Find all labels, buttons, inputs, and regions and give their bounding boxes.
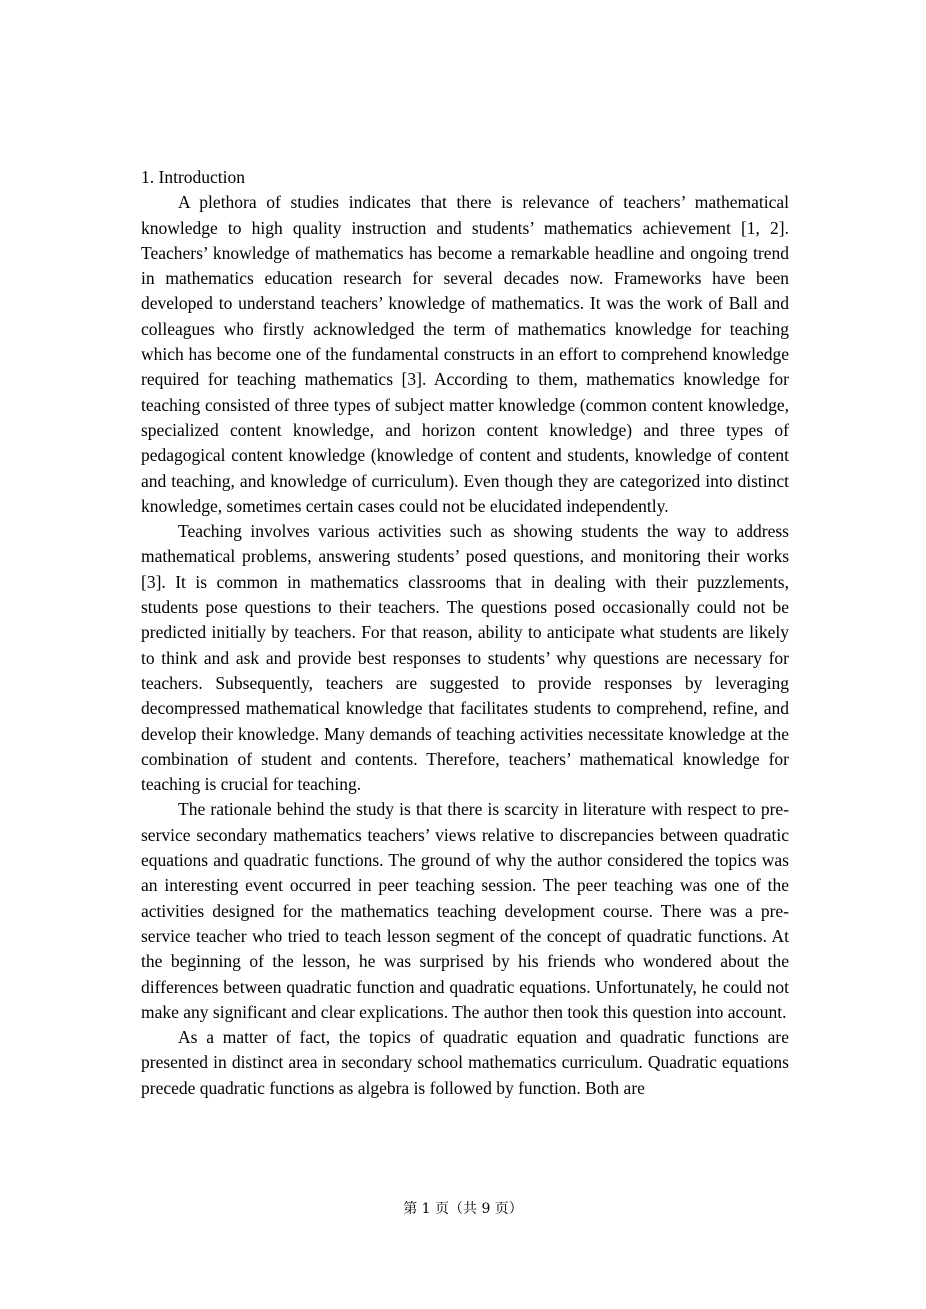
paragraph-3: The rationale behind the study is that there is scarcity in literature with respect to pre-service secondary mathematics teachers’ views relative to discrepancies between quadratic equations and quadratic functions. The ground of why the author considered the topics was an interesting event occurred in peer teaching session. The peer teaching was one of the activities designed for the mathematics teaching development course. There was a pre-service teacher who tried to teach lesson segment of the concept of quadratic functions. At the beginning of the lesson, he was surprised by his friends who wondered about the differences between quadratic function and quadratic equations. Unfortunately, he could not make any significant and clear explications. The author then took this question into account.	[141, 799, 789, 1022]
paragraph-4: As a matter of fact, the topics of quadratic equation and quadratic functions are presented in distinct area in secondary school mathematics curriculum. Quadratic equations precede quadratic functions as algebra is followed by function. Both are	[141, 1027, 789, 1098]
page-body	[141, 165, 789, 1101]
page-number-footer: 第 1 页（共 9 页）	[403, 1201, 523, 1217]
section-heading: 1. Introduction	[141, 167, 246, 187]
paragraph-2: Teaching involves various activities such as showing students the way to address mathematical problems, answering students’ posed questions, and monitoring their works [3]. It is common in mathematics classrooms that in dealing with their puzzlements, students pose questions to their teachers. The questions posed occasionally could not be predicted initially by teachers. For that reason, ability to anticipate what students are likely to think and ask and provide best responses to students’ why questions are necessary for teachers. Subsequently, teachers are suggested to provide responses by leveraging decompressed mathematical knowledge that facilitates students to comprehend, refine, and develop their knowledge. Many demands of teaching activities necessitate knowledge at the combination of student and contents. Therefore, teachers’ mathematical knowledge for teaching is crucial for teaching.	[141, 521, 789, 795]
paragraph-1: A plethora of studies indicates that there is relevance of teachers’ mathematical knowledge to high quality instruction and students’ mathematics achievement [1, 2]. Teachers’ knowledge of mathematics has become a remarkable headline and ongoing trend in mathematics education research for several decades now. Frameworks have been developed to understand teachers’ knowledge of mathematics. It was the work of Ball and colleagues who firstly acknowledged the term of mathematics knowledge for teaching which has become one of the fundamental constructs in an effort to comprehend knowledge required for teaching mathematics [3]. According to them, mathematics knowledge for teaching consisted of three types of subject matter knowledge (common content knowledge, specialized content knowledge, and horizon content knowledge) and three types of pedagogical content knowledge (knowledge of content and students, knowledge of content and teaching, and knowledge of curriculum). Even though they are categorized into distinct knowledge, sometimes certain cases could not be elucidated independently.	[141, 192, 789, 516]
